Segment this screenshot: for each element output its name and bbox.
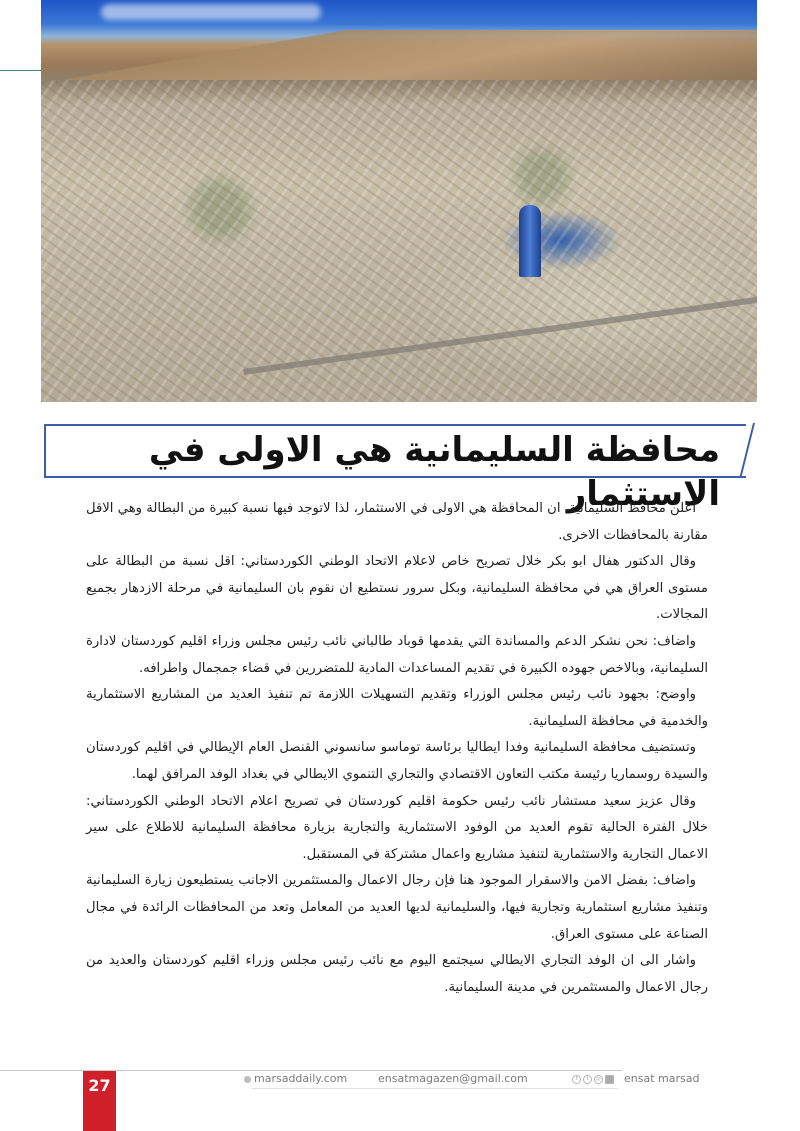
corner-accent-line [0, 70, 42, 71]
photo-tower [519, 205, 541, 277]
footer-subdivider [252, 1088, 618, 1089]
photo-mountains [41, 30, 757, 80]
paragraph: واشار الى ان الوفد التجاري الايطالي سيجتمع اليوم مع نائب رئيس مجلس وزراء اقليم كوردستان والعديد من رجال الاعمال والمستثمرين في مدينة السليمانية. [86, 953, 708, 995]
paragraph: وقال الدكتور هفال ابو بكر خلال تصريح خاص لاعلام الاتحاد الوطني الكوردستاني: اقل نسبة من البطالة على مستوى العراق هي في محافظة السليمانية، وبكل سرور نستطيع ان نقوم بان السليمانية في مرحلة الازدهار بجميع المجالات. [86, 554, 708, 623]
paragraph: وتستضيف محافظة السليمانية وفدا ايطاليا برئاسة توماسو سانسوني القنصل العام الإيطالي في اقليم كوردستان والسيدة روسماريا رئيسة مكتب التعاون الاقتصادي والتجاري التنموي الايطالي في بغداد الوفد المرافق لهما. [86, 740, 708, 782]
globe-icon [244, 1076, 251, 1083]
paragraph: واوضح: بجهود نائب رئيس مجلس الوزراء وتقديم التسهيلات اللازمة تم تنفيذ العديد من المشاريع الاستثمارية والخدمية في محافظة السليمانية. [86, 687, 708, 729]
social-icons [572, 1075, 614, 1084]
paragraph: وقال عزيز سعيد مستشار نائب رئيس حكومة اقليم كوردستان في تصريح اعلام الاتحاد الوطني الكوردستاني: خلال الفترة الحالية تقوم العديد من الوفود الاستثمارية والتجارية بزيارة محافظة السليمانية للاطلاع على سير الاعمال التجارية والاستثمارية لتنفيذ مشاريع واعمال مشتركة في المستقبل. [86, 793, 708, 862]
paragraph: واضاف: نحن نشكر الدعم والمساندة التي يقدمها قوباد طالباني نائب رئيس مجلس وزراء اقليم كوردستان لادارة السليمانية، وبالاخص جهوده الكبيرة في تقديم المساعدات المادية للمتضررين في قضاء جمجمال واطرافه. [86, 633, 708, 676]
page-number: 27 [88, 1076, 111, 1095]
paragraph: اعلن محافظ السليمانية، ان المحافظة هي الاولى في الاستثمار، لذا لاتوجد فيها نسبة كبيرة من البطالة وهي الاقل مقارنة بالمحافظات الاخرى. [86, 501, 708, 543]
article-body [86, 496, 708, 1001]
instagram-icon[interactable]: ◎ [594, 1075, 603, 1084]
article-photo [41, 0, 757, 402]
facebook-icon[interactable]: f [572, 1075, 581, 1084]
photo-clouds [101, 4, 321, 20]
email-link[interactable]: ensatmagazen@gmail.com [378, 1072, 528, 1085]
photo-city [41, 80, 757, 402]
social-handle: ensat marsad [624, 1072, 700, 1085]
website-link[interactable]: marsaddaily.com [254, 1072, 348, 1085]
article-title: محافظة السليمانية هي الاولى في الاستثمار [148, 430, 720, 514]
youtube-icon[interactable] [605, 1075, 614, 1084]
paragraph: واضاف: بفضل الامن والاسقرار الموجود هنا فإن رجال الاعمال والمستثمرين الاجانب يستطيعون زيارة السليمانية وتنفيذ مشاريع استثمارية وتجارية فيها، والسليمانية لديها العديد من المعامل وتعد من المحافظات الرائدة في مجال الصناعة على مستوى العراق. [86, 873, 708, 942]
twitter-icon[interactable]: t [583, 1075, 592, 1084]
